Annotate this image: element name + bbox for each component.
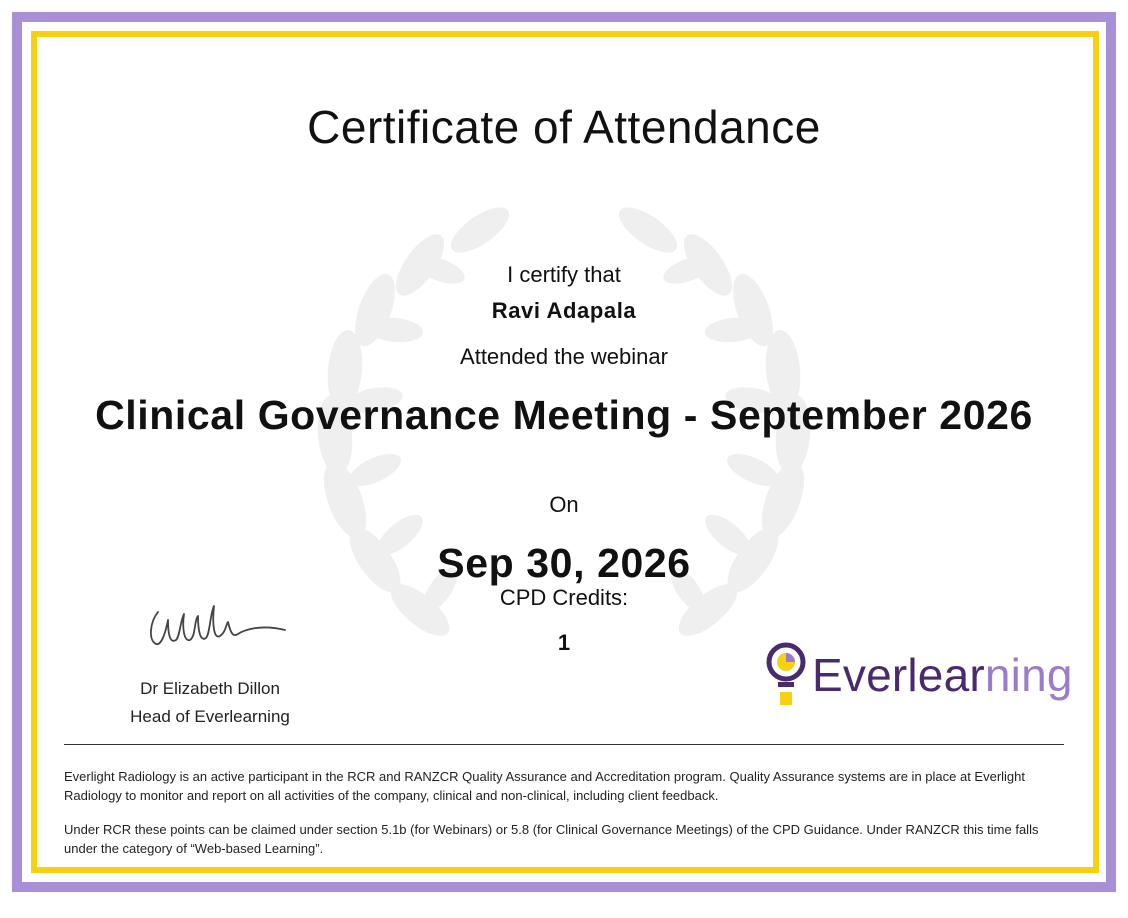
cpd-credits-value: 1 — [557, 630, 571, 655]
certify-text: I certify that — [507, 262, 621, 287]
signature-image — [140, 600, 290, 655]
cpd-credits-label: CPD Credits: — [499, 585, 629, 610]
on-text: On — [549, 492, 579, 517]
signatory-name: Dr Elizabeth Dillon — [140, 679, 280, 698]
attendance-date: Sep 30, 2026 — [437, 540, 691, 586]
logo-wordmark — [812, 648, 1073, 702]
signatory-role: Head of Everlearning — [130, 707, 290, 726]
logo-text-main: Everlear — [812, 649, 985, 701]
attended-text: Attended the webinar — [460, 344, 668, 369]
lightbulb-icon — [764, 640, 808, 708]
footer-paragraph-qa: Everlight Radiology is an active participant in the RCR and RANZCR Quality Assurance and Accreditation program. Quality Assurance systems are in place at Everlight Radiology to monitor and report on all activities of the company, clinical and non-clinical, including client feedback. — [64, 769, 1026, 803]
footer-paragraph-cpd: Under RCR these points can be claimed under section 5.1b (for Webinars) or 5.8 (for Clinical Governance Meetings) of the CPD Guidance. Under RANZCR this time falls under the category of “Web-based Learning”. — [64, 822, 1039, 856]
everlearning-logo — [764, 640, 1073, 710]
certificate-title: Certificate of Attendance — [307, 101, 821, 153]
logo-text-accent: ning — [984, 649, 1073, 701]
footer-divider — [64, 744, 1064, 745]
recipient-name: Ravi Adapala — [491, 298, 637, 323]
webinar-title: Clinical Governance Meeting - September 2026 — [95, 392, 1033, 438]
